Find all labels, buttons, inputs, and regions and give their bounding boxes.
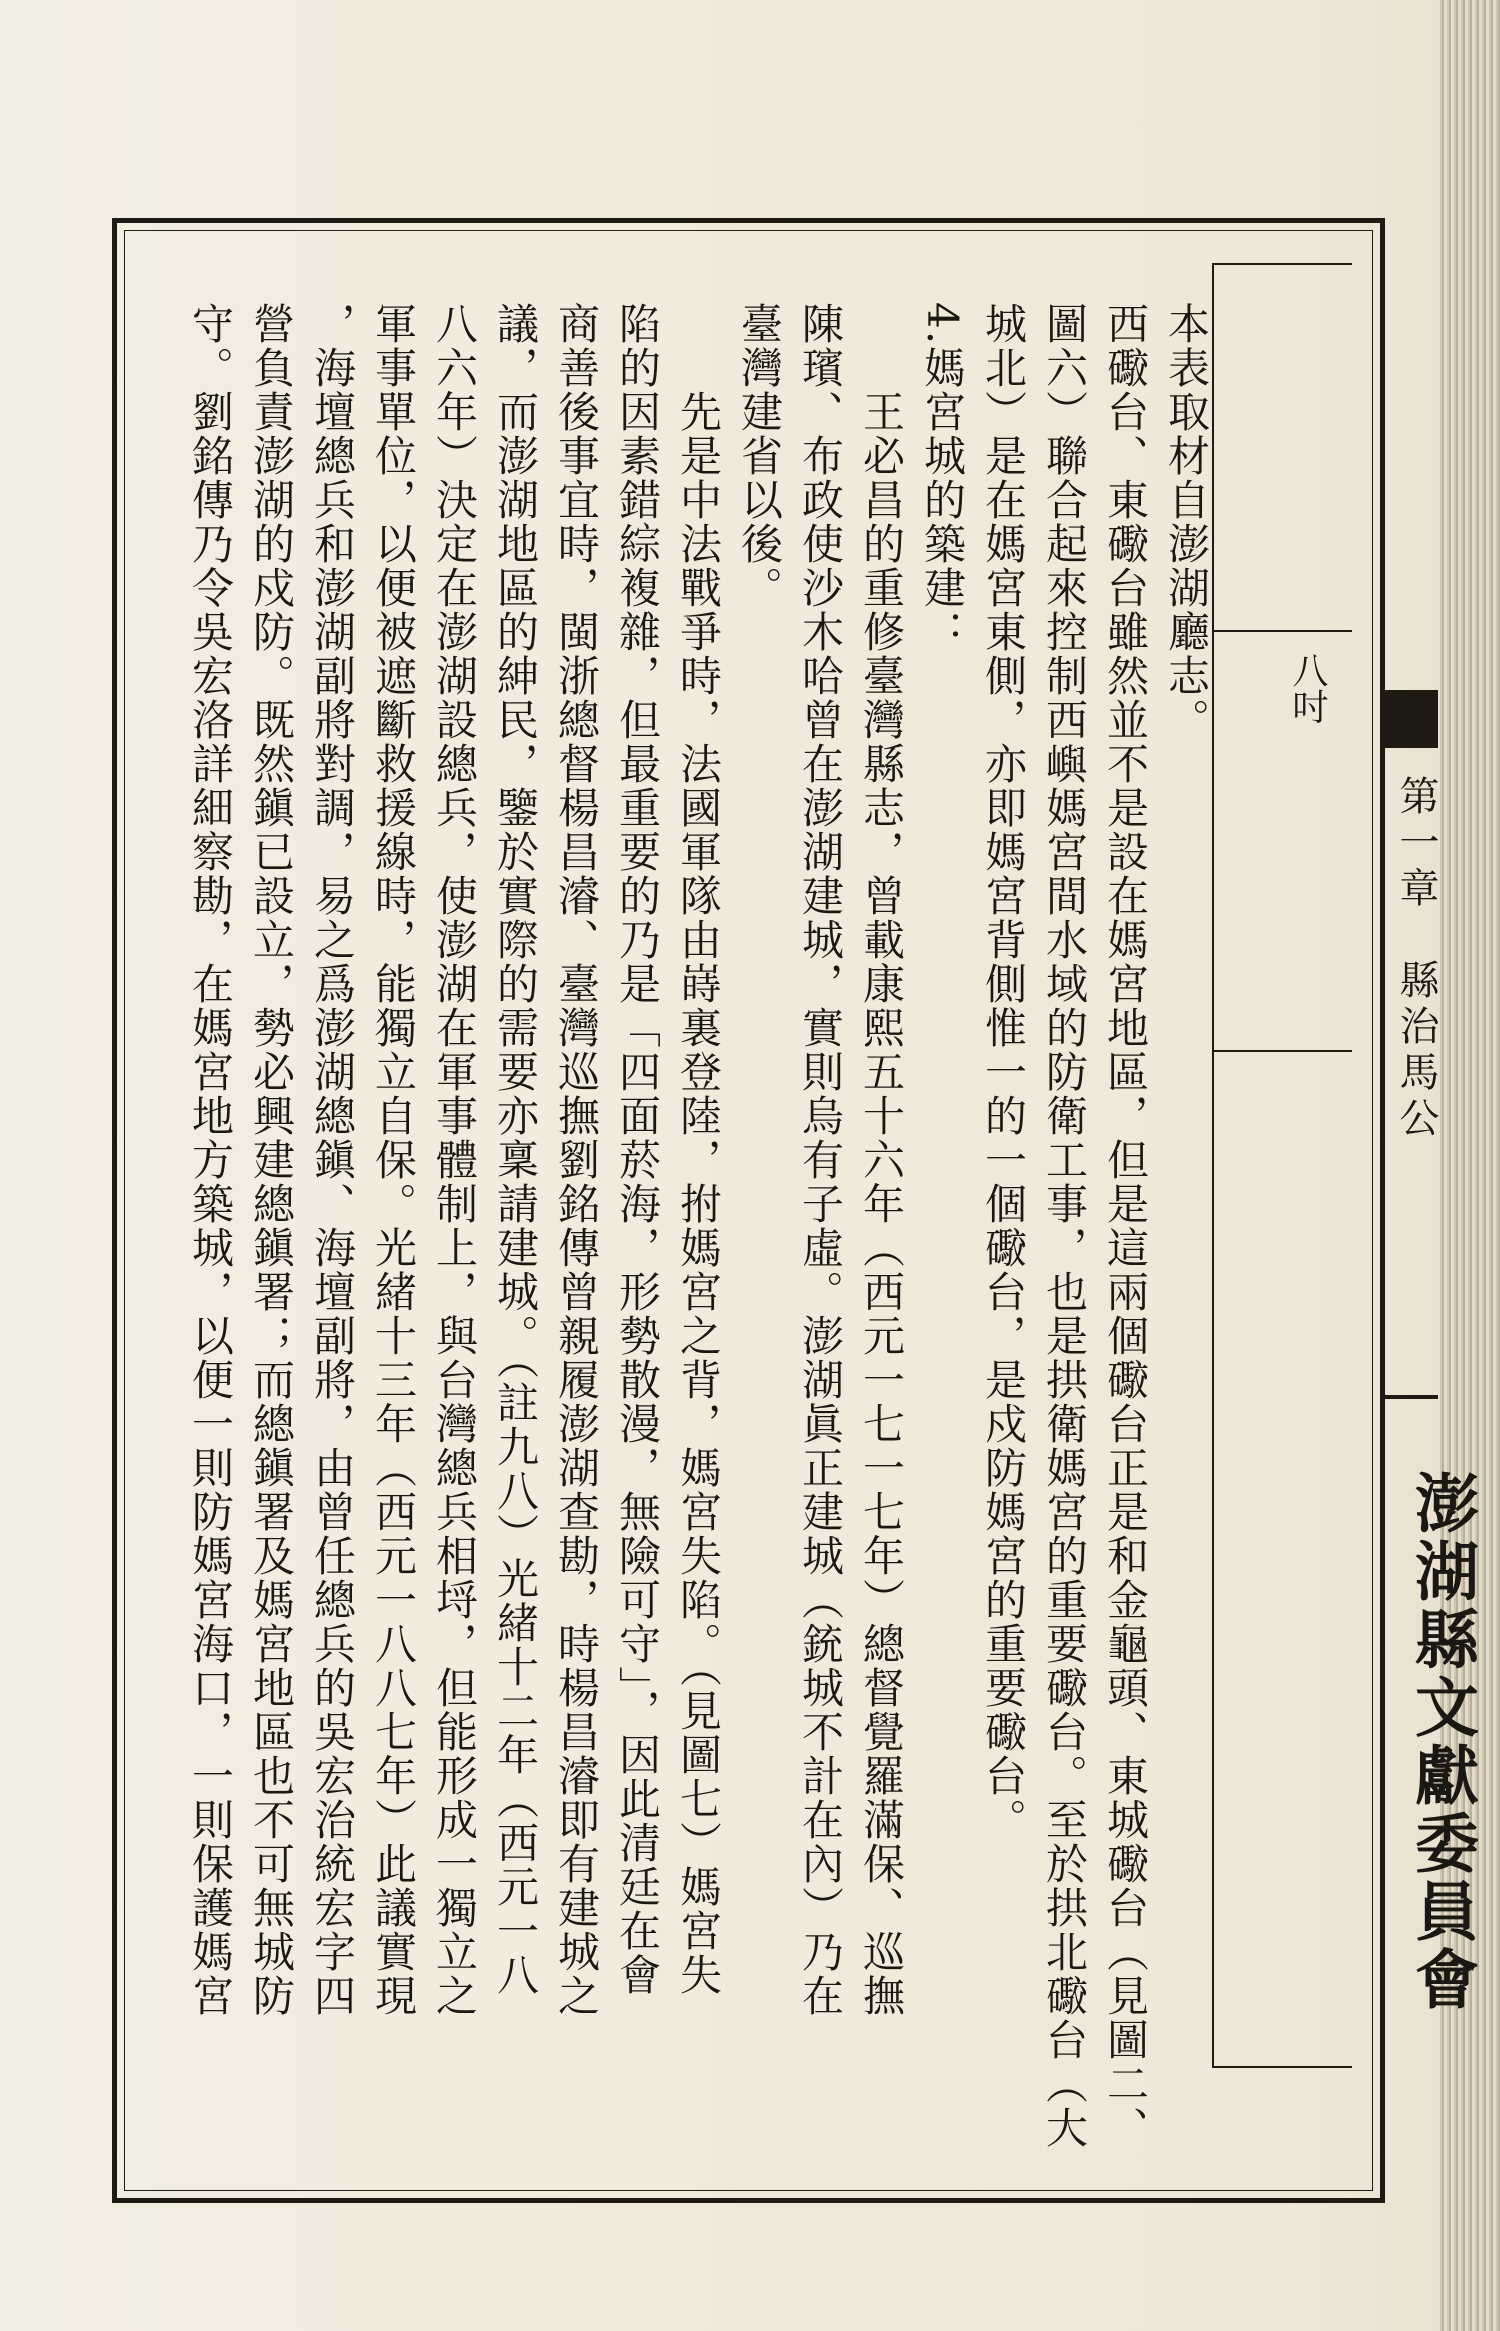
text-column: 營負責澎湖的戍防。既然鎭已設立，勢必興建總鎭署；而總鎭署及媽宮地區也不可無城防 (247, 302, 296, 2018)
text-column: 八六年）決定在澎湖設總兵，使澎湖在軍事體制上，與台灣總兵相埒，但能形成一獨立之 (430, 302, 479, 2018)
text-column: 陷的因素錯綜複雜，但最重要的乃是「四面菸海，形勢散漫，無險可守」，因此清廷在會 (613, 302, 662, 1997)
text-column: 城北）是在媽宮東側，亦即媽宮背側惟一的一個礮台，是戍防媽宮的重要礮台。 (979, 302, 1028, 1842)
text-column: 陳璸、布政使沙木哈曾在澎湖建城，實則烏有子虛。澎湖眞正建城（銃城不計在內）乃在 (796, 302, 845, 2018)
text-column: ，海壇總兵和澎湖副將對調，易之爲澎湖總鎭、海壇副將，由曾任總兵的吳宏治統宏字四 (308, 302, 357, 2018)
text-column: 先是中法戰爭時，法國軍隊由嵵裏登陸，拊媽宮之背，媽宮失陷。（見圖七）媽宮失 (674, 302, 723, 1997)
text-column: 守。劉銘傳乃令吳宏洛詳細察勘，在媽宮地方築城，以便一則防媽宮海口，一則保護媽宮 (186, 302, 235, 2018)
table-rule (1212, 1050, 1352, 1052)
text-column: 圖六）聯合起來控制西嶼媽宮間水域的防衛工事，也是拱衛媽宮的重要礮台。至於拱北礮台（大 (1040, 302, 1089, 2150)
text-column: 商善後事宜時，閩浙總督楊昌濬、臺灣巡撫劉銘傳曾親履澎湖查勘，時楊昌濬即有建城之 (552, 302, 601, 2018)
chapter-heading: 第一章 縣治馬公 (1393, 775, 1439, 1143)
text-column: 王必昌的重修臺灣縣志，曾載康熙五十六年（西元一七一七年）總督覺羅滿保、巡撫 (857, 302, 906, 2018)
table-rule (1212, 630, 1352, 632)
publisher-name: 澎湖縣文獻委員會 (1404, 1470, 1479, 2014)
text-column: 軍事單位，以便被遮斷救援線時，能獨立自保。光緒十三年（西元一八八七年）此議實現 (369, 302, 418, 2018)
table-fragment (1212, 263, 1352, 2068)
table-cell-label: 八吋 (1287, 652, 1328, 724)
text-column: 本表取材自澎湖廳志。 (1162, 302, 1211, 742)
text-column: 西礮台、東礮台雖然並不是設在媽宮地區，但是這兩個礮台正是和金龜頭、東城礮台（見圖二、 (1101, 302, 1150, 2150)
text-column: 4.媽宮城的築建： (918, 302, 967, 655)
header-rule (1380, 1395, 1438, 1399)
text-column: 議，而澎湖地區的紳民，鑒於實際的需要亦稟請建城。（註九八）光緒十二年（西元一八 (491, 302, 540, 1997)
chapter-marker (1380, 690, 1438, 748)
text-column: 臺灣建省以後。 (735, 302, 784, 610)
